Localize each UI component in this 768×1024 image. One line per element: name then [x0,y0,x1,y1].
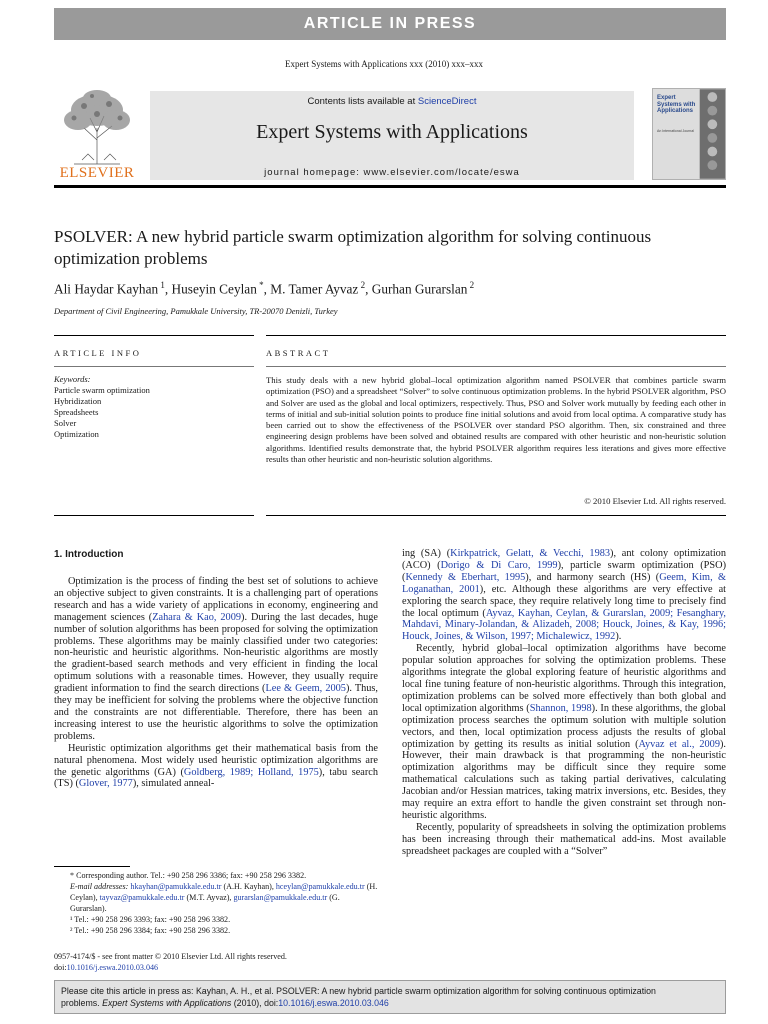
journal-citation-line: Expert Systems with Applications xxx (2010) xxx–xxx [285,59,483,69]
citation-link[interactable]: Goldberg, 1989; Holland, 1975 [183,766,319,778]
body-text: ), and harmony search (HS) ( [525,571,660,583]
abstract-bottom-rule [266,515,726,516]
cite-pre: problems. [61,998,103,1008]
body-text: ing (SA) ( [402,548,451,559]
body-text: ), etc. Although these algorithms are very effective at exploring the search space, they require relatively long time to precisely find the local optimum ( [402,583,726,619]
email-owner: (A.H. Kayhan), [221,881,276,891]
body-text: ). In these algorithms, the global optimization process searches the optimum solution with multiple solution vectors, and then, local optimization process adjusts the results of global optimization by getting its results as initial solution ( [402,702,726,750]
cover-subtitle: An International Journal [657,129,694,133]
footnote-2: ² Tel.: +90 258 296 3384; fax: +90 258 296 3382. [70,925,231,935]
body-text: Optimization is the process of finding the best set of solutions to achieve an objective subject to given constraints. It is a challenging part of operations research and has a wide variety of applications in economy, engineering and management sciences ( [54,576,378,623]
email-link[interactable]: tayvaz@pamukkale.edu.tr [99,892,185,902]
paper-title: PSOLVER: A new hybrid particle swarm optimization algorithm for solving continuous optimization problems [54,227,652,268]
cite-journal: Expert Systems with Applications [102,998,232,1008]
contents-prefix: Contents lists available at [307,96,418,107]
journal-title: Expert Systems with Applications [256,121,528,143]
author-mark[interactable]: * [256,280,264,290]
author-list: Ali Haydar Kayhan $^1$, Huseyin Ceylan *, M. Tamer Ayvaz $^2$, Gurhan Gurarslan $^2$ [54,280,475,297]
body-text: ). [615,631,622,643]
keyword: Hybridization [54,396,102,406]
body-paragraph [54,576,378,743]
cite-line-2 [61,997,719,1009]
footnotes [54,871,378,936]
doi-prefix: doi: [54,963,67,972]
cite-doi-link[interactable]: 10.1016/j.eswa.2010.03.046 [278,998,389,1008]
contents-line [150,96,634,107]
keywords-list [54,385,254,440]
section-heading-introduction: 1. Introduction [54,549,124,560]
abstract-rule [266,335,726,336]
body-paragraph [402,643,726,822]
author-name: Ali Haydar Kayhan [54,281,159,297]
article-info-bottom-rule [54,515,254,516]
body-text: Recently, popularity of spreadsheets in solving the optimization problems has been increasing through their mathematical add-ins. Most available spreadsheet packages are coupled with a “Solver” [402,821,726,857]
body-text: ), tabu search (TS) ( [54,766,379,790]
email-owner: (H. Ceylan), [70,881,378,902]
abstract-text: This study deals with a new hybrid global–local optimization algorithm named PSOLVER that combines particle swarm optimization (PSO) and a spreadsheet “Solver” to solve continuous optimization problems. In the hybrid PSOLVER algorithm, PSO and Solver are used as the global and local optimizers, respectively. Thus, PSO and Solver work mutually by feeding each other in terms of initial and sub-initial solution points to produce fine initial solutions and avoid from local optima. A comparative study has been carried out to show the effectiveness of the PSOLVER over standard PSO algorithm. Then, six constrained and three engineering design problems have been solved and obtained results are compared with other heuristic and non-heuristic solution algorithms. Identified results demonstrate that, the hybrid PSOLVER algorithm requires less iterations and gives more effective results than other heuristic and non-heuristic solution algorithms. [266,375,726,465]
author-name: M. Tamer Ayvaz [270,281,359,297]
body-text: Recently, hybrid global–local optimization algorithms have become popular solution approaches for solving the optimization problems. These algorithms integrate the global exploring feature of heuristic algorithms and local fine tuning feature of non-heuristic algorithms. Through this integration, optimization problems can be solved more effectively than both global and local optimization algorithms ( [402,643,726,714]
keyword: Optimization [54,429,99,439]
body-paragraph [402,822,726,858]
keyword: Spreadsheets [54,407,99,417]
citation-link[interactable]: Kennedy & Eberhart, 1995 [405,571,526,583]
abstract-copyright: © 2010 Elsevier Ltd. All rights reserved. [584,496,726,506]
issn-line: 0957-4174/$ - see front matter © 2010 Elsevier Ltd. All rights reserved. [54,952,287,961]
footnote-corresponding: * Corresponding author. Tel.: +90 258 296 3386; fax: +90 258 296 3382. [70,871,307,880]
body-text: ). During the last decades, huge number of solution algorithms has been proposed for solving the optimization problems. These algorithms may be mainly classified under two categories: non-heuristic and heuristic algorithms. Non-heuristic algorithms are mostly the gradient-based search methods and very efficient in finding the local optimum solutions with a reasonable times. However, they usually require gradient information to find the search directions ( [54,611,378,695]
body-text: ). Thus, they may be inefficient for solving the problems where the objective function and the constraints are not differentiable. Therefore, there has been an increasing interest to use the heuristic algorithms to solve the optimization problems. [54,683,379,742]
doi-line [54,962,378,973]
citation-link[interactable]: Zahara & Kao, 2009 [152,611,242,623]
body-text: ), simulated anneal- [132,778,215,790]
body-text: ), ant colony optimization (ACO) ( [402,548,726,571]
article-info-rule [54,335,254,336]
email-link[interactable]: gurarslan@pamukkale.edu.tr [233,892,328,902]
author-name: Huseyin Ceylan [171,281,257,297]
body-text: ). However, their main drawback is that programming the non-heuristic optimization algorithms may be difficult since they require some mathematical calculations such as taking partial derivatives, calculating Jacobian and/or Hessian matrices, taking matrix inversions, etc. Besides, they may require an extra effort to handle the given constraint set through non-heuristic algorithms. [402,738,726,821]
citation-link[interactable]: Glover, 1977 [78,778,133,790]
sciencedirect-link[interactable]: ScienceDirect [417,96,477,107]
author-name: Gurhan Gurarslan [371,281,468,297]
journal-cover-thumbnail [652,88,726,180]
author-affiliation: Department of Civil Engineering, Pamukkale University, TR-20070 Denizli, Turkey [54,306,338,316]
elsevier-tree-icon [54,88,140,166]
body-paragraph [402,548,726,643]
body-column-right [402,548,726,858]
author-mark[interactable]: 2 [358,280,366,290]
keyword: Solver [54,418,77,428]
email-label: E-mail addresses: [70,881,131,891]
body-column-left [54,576,378,790]
body-paragraph [54,743,378,791]
keywords-label: Keywords: [54,374,91,384]
citation-link[interactable]: Lee & Geem, 2005 [265,683,346,695]
email-owner: (M.T. Ayvaz), [184,892,234,902]
abstract-subrule [266,366,726,367]
cite-line-1: Please cite this article in press as: Kayhan, A. H., et al. PSOLVER: A new hybrid particle swarm optimization algorithm for solving continuous optimization [61,986,656,996]
publisher-name: ELSEVIER [59,165,135,181]
article-info-heading: ARTICLE INFO [54,348,142,358]
journal-masthead [54,88,726,184]
email-link[interactable]: hkayhan@pamukkale.edu.tr [130,881,222,891]
email-link[interactable]: hceylan@pamukkale.edu.tr [275,881,365,891]
journal-homepage: journal homepage: www.elsevier.com/locate/eswa [264,167,520,178]
abstract-heading: ABSTRACT [266,348,331,358]
article-info-subrule [54,366,254,367]
keywords-block [54,374,254,440]
doi-link[interactable]: 10.1016/j.eswa.2010.03.046 [66,963,159,972]
email-owner: (G. Gurarslan). [70,892,340,913]
body-text: Heuristic optimization algorithms get their mathematical basis from the natural phenomena. Most widely used heuristic optimization algorithms are the genetic algorithms (GA) ( [54,742,378,778]
article-in-press-banner: ARTICLE IN PRESS [54,8,726,40]
masthead-rule [54,185,726,188]
body-text: ), particle swarm optimization (PSO) ( [402,559,726,583]
elsevier-logo [54,88,140,184]
issn-block [54,951,378,973]
citation-link[interactable]: Geem, Kim, & Loganathan, 2001 [402,571,726,595]
footnote-1: ¹ Tel.: +90 258 296 3393; fax: +90 258 296 3382. [70,914,231,924]
citation-link[interactable]: Ayvaz et al., 2009 [638,738,720,750]
citation-link[interactable]: Ayvaz, Kayhan, Ceylan, & Gurarslan, 2009; Fesanghary, Mahdavi, Minary-Jolandan, & Alizadeh, 2008; Houck, Joines, & Kay, 1996; Houck, Joines, & Wilson, 1997; Michalewicz, 1992 [402,607,726,643]
footnote-separator [54,866,130,867]
citation-link[interactable]: Shannon, 1998 [529,702,592,714]
citation-link[interactable]: Dorigo & Di Caro, 1999 [440,559,558,571]
author-mark[interactable]: 1 [158,280,165,290]
cite-mid: (2010), doi: [231,998,279,1008]
footnote-emails [54,882,378,915]
citation-link[interactable]: Kirkpatrick, Gelatt, & Vecchi, 1983 [450,548,611,559]
cover-title: Expert Systems with Applications [657,95,696,114]
keyword: Particle swarm optimization [54,385,150,395]
masthead-center-panel [150,91,634,180]
author-mark[interactable]: 2 [467,280,475,290]
cite-this-article-box [54,980,726,1014]
